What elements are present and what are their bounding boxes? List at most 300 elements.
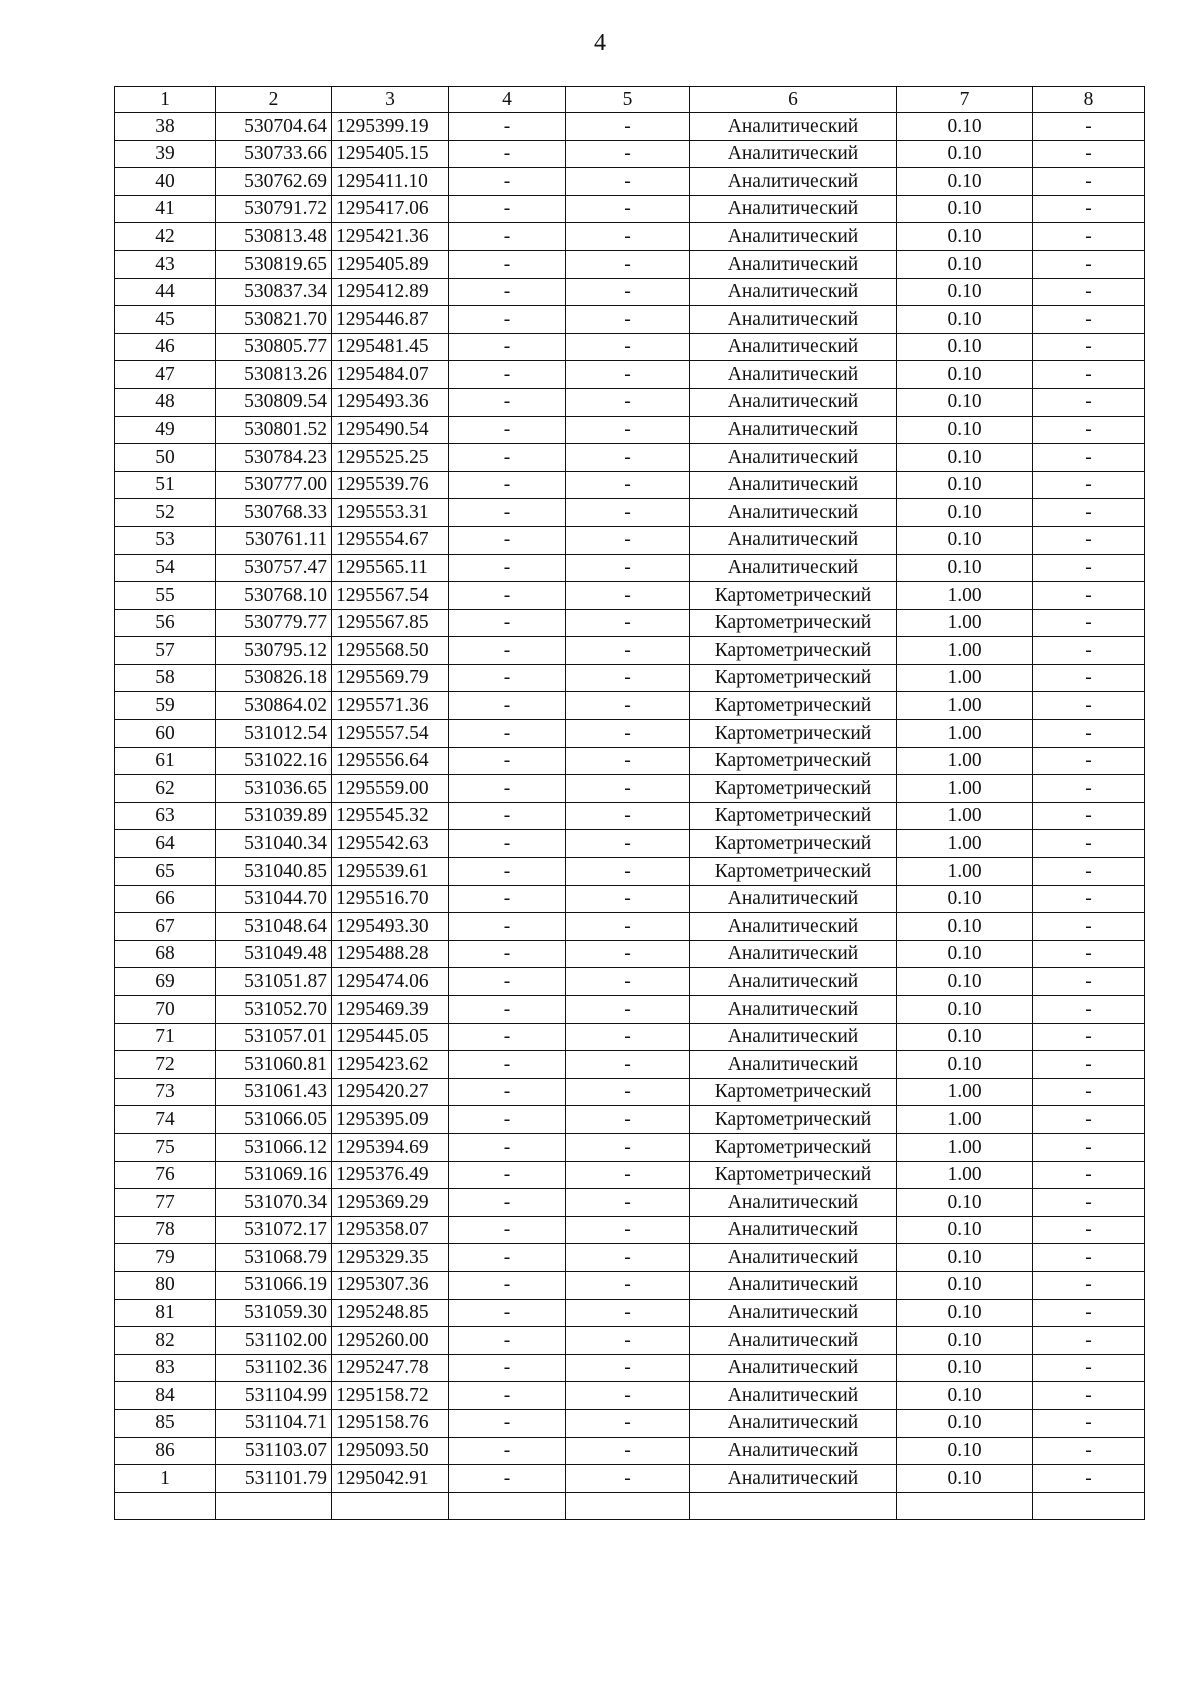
empty-cell xyxy=(115,1492,216,1519)
table-cell-col-7: 0.10 xyxy=(897,1354,1033,1382)
table-cell-col-7: 1.00 xyxy=(897,802,1033,830)
table-row xyxy=(115,195,1145,223)
table-cell-col-8: - xyxy=(1033,1244,1145,1272)
table-cell-col-1: 45 xyxy=(115,306,216,334)
table-cell-col-5: - xyxy=(566,471,690,499)
table-cell-col-1: 80 xyxy=(115,1271,216,1299)
table-cell-col-8: - xyxy=(1033,1106,1145,1134)
table-row xyxy=(115,168,1145,196)
table-cell-col-1: 55 xyxy=(115,582,216,610)
table-cell-col-5: - xyxy=(566,582,690,610)
table-cell-col-3: 1295446.87 xyxy=(332,306,449,334)
table-cell-col-5: - xyxy=(566,1133,690,1161)
table-cell-col-7: 0.10 xyxy=(897,1299,1033,1327)
table-cell-col-5: - xyxy=(566,1244,690,1272)
table-cell-col-7: 0.10 xyxy=(897,1271,1033,1299)
table-cell-col-5: - xyxy=(566,1023,690,1051)
table-cell-col-8: - xyxy=(1033,1023,1145,1051)
table-cell-col-2: 530837.34 xyxy=(216,278,332,306)
table-cell-col-1: 57 xyxy=(115,637,216,665)
table-cell-col-1: 1 xyxy=(115,1465,216,1493)
table-cell-col-7: 0.10 xyxy=(897,278,1033,306)
table-cell-col-2: 531059.30 xyxy=(216,1299,332,1327)
table-row xyxy=(115,1133,1145,1161)
table-cell-col-2: 530791.72 xyxy=(216,195,332,223)
table-cell-col-1: 49 xyxy=(115,416,216,444)
table-cell-col-6: Аналитический xyxy=(690,1437,897,1465)
table-cell-col-6: Аналитический xyxy=(690,968,897,996)
table-cell-col-4: - xyxy=(449,1437,566,1465)
table-row xyxy=(115,1299,1145,1327)
table-cell-col-5: - xyxy=(566,1078,690,1106)
table-cell-col-8: - xyxy=(1033,747,1145,775)
table-cell-col-6: Аналитический xyxy=(690,554,897,582)
table-cell-col-4: - xyxy=(449,168,566,196)
table-cell-col-8: - xyxy=(1033,471,1145,499)
table-row xyxy=(115,1051,1145,1079)
table-cell-col-6: Аналитический xyxy=(690,416,897,444)
table-cell-col-2: 531060.81 xyxy=(216,1051,332,1079)
table-cell-col-6: Аналитический xyxy=(690,195,897,223)
table-cell-col-7: 1.00 xyxy=(897,775,1033,803)
table-cell-col-3: 1295394.69 xyxy=(332,1133,449,1161)
table-cell-col-2: 530864.02 xyxy=(216,692,332,720)
table-cell-col-6: Аналитический xyxy=(690,1327,897,1355)
table-cell-col-2: 530762.69 xyxy=(216,168,332,196)
table-row xyxy=(115,250,1145,278)
table-cell-col-4: - xyxy=(449,333,566,361)
table-cell-col-4: - xyxy=(449,416,566,444)
table-cell-col-3: 1295093.50 xyxy=(332,1437,449,1465)
table-cell-col-1: 69 xyxy=(115,968,216,996)
table-cell-col-6: Картометрический xyxy=(690,1161,897,1189)
table-cell-col-2: 530821.70 xyxy=(216,306,332,334)
table-cell-col-6: Картометрический xyxy=(690,609,897,637)
table-cell-col-3: 1295412.89 xyxy=(332,278,449,306)
table-cell-col-2: 531104.99 xyxy=(216,1382,332,1410)
table-cell-col-6: Аналитический xyxy=(690,1023,897,1051)
table-cell-col-3: 1295248.85 xyxy=(332,1299,449,1327)
table-cell-col-3: 1295553.31 xyxy=(332,499,449,527)
table-cell-col-5: - xyxy=(566,195,690,223)
table-cell-col-4: - xyxy=(449,1465,566,1493)
table-cell-col-3: 1295417.06 xyxy=(332,195,449,223)
table-cell-col-7: 0.10 xyxy=(897,140,1033,168)
table-cell-col-6: Картометрический xyxy=(690,664,897,692)
table-cell-col-8: - xyxy=(1033,913,1145,941)
table-body xyxy=(115,113,1145,1520)
table-cell-col-7: 1.00 xyxy=(897,1161,1033,1189)
table-cell-col-5: - xyxy=(566,1465,690,1493)
table-cell-col-2: 530779.77 xyxy=(216,609,332,637)
column-header-3: 3 xyxy=(332,87,449,113)
table-cell-col-2: 530768.10 xyxy=(216,582,332,610)
table-cell-col-7: 0.10 xyxy=(897,996,1033,1024)
table-cell-col-2: 531052.70 xyxy=(216,996,332,1024)
table-cell-col-1: 82 xyxy=(115,1327,216,1355)
table-cell-col-1: 44 xyxy=(115,278,216,306)
table-cell-col-3: 1295405.15 xyxy=(332,140,449,168)
table-cell-col-3: 1295568.50 xyxy=(332,637,449,665)
table-cell-col-5: - xyxy=(566,1216,690,1244)
coordinates-table xyxy=(114,86,1145,1520)
table-cell-col-3: 1295307.36 xyxy=(332,1271,449,1299)
table-cell-col-5: - xyxy=(566,526,690,554)
table-cell-col-7: 0.10 xyxy=(897,499,1033,527)
table-cell-col-6: Картометрический xyxy=(690,858,897,886)
table-cell-col-5: - xyxy=(566,1189,690,1217)
table-cell-col-5: - xyxy=(566,223,690,251)
table-cell-col-5: - xyxy=(566,830,690,858)
column-header-7: 7 xyxy=(897,87,1033,113)
table-cell-col-3: 1295569.79 xyxy=(332,664,449,692)
empty-cell xyxy=(332,1492,449,1519)
table-cell-col-6: Аналитический xyxy=(690,1051,897,1079)
table-cell-col-4: - xyxy=(449,471,566,499)
table-cell-col-5: - xyxy=(566,747,690,775)
table-cell-col-3: 1295481.45 xyxy=(332,333,449,361)
table-cell-col-8: - xyxy=(1033,1161,1145,1189)
table-cell-col-8: - xyxy=(1033,1327,1145,1355)
table-cell-col-8: - xyxy=(1033,250,1145,278)
table-cell-col-5: - xyxy=(566,361,690,389)
table-cell-col-6: Картометрический xyxy=(690,1133,897,1161)
table-cell-col-2: 531102.00 xyxy=(216,1327,332,1355)
table-cell-col-3: 1295358.07 xyxy=(332,1216,449,1244)
table-cell-col-6: Аналитический xyxy=(690,168,897,196)
table-cell-col-1: 83 xyxy=(115,1354,216,1382)
table-cell-col-4: - xyxy=(449,140,566,168)
table-cell-col-8: - xyxy=(1033,996,1145,1024)
table-cell-col-4: - xyxy=(449,609,566,637)
table-cell-col-7: 1.00 xyxy=(897,637,1033,665)
table-cell-col-1: 39 xyxy=(115,140,216,168)
table-cell-col-1: 85 xyxy=(115,1409,216,1437)
table-cell-col-5: - xyxy=(566,609,690,637)
table-cell-col-6: Аналитический xyxy=(690,1299,897,1327)
table-cell-col-5: - xyxy=(566,554,690,582)
table-row xyxy=(115,333,1145,361)
column-header-5: 5 xyxy=(566,87,690,113)
table-header-row xyxy=(115,87,1145,113)
table-cell-col-8: - xyxy=(1033,1382,1145,1410)
table-cell-col-4: - xyxy=(449,1216,566,1244)
table-cell-col-1: 52 xyxy=(115,499,216,527)
table-cell-col-1: 86 xyxy=(115,1437,216,1465)
table-cell-col-4: - xyxy=(449,195,566,223)
table-cell-col-3: 1295545.32 xyxy=(332,802,449,830)
table-cell-col-7: 0.10 xyxy=(897,306,1033,334)
table-cell-col-4: - xyxy=(449,113,566,141)
table-cell-col-5: - xyxy=(566,996,690,1024)
table-cell-col-4: - xyxy=(449,720,566,748)
table-row xyxy=(115,720,1145,748)
table-cell-col-6: Аналитический xyxy=(690,333,897,361)
table-cell-col-4: - xyxy=(449,664,566,692)
table-cell-col-2: 530784.23 xyxy=(216,444,332,472)
table-cell-col-7: 0.10 xyxy=(897,361,1033,389)
table-cell-col-1: 58 xyxy=(115,664,216,692)
table-row xyxy=(115,1271,1145,1299)
table-cell-col-7: 0.10 xyxy=(897,968,1033,996)
table-cell-col-8: - xyxy=(1033,526,1145,554)
table-row xyxy=(115,1465,1145,1493)
table-cell-col-4: - xyxy=(449,554,566,582)
table-row xyxy=(115,554,1145,582)
table-cell-col-1: 43 xyxy=(115,250,216,278)
table-cell-col-1: 59 xyxy=(115,692,216,720)
table-cell-col-6: Аналитический xyxy=(690,940,897,968)
table-cell-col-2: 530813.26 xyxy=(216,361,332,389)
table-cell-col-4: - xyxy=(449,1327,566,1355)
table-cell-col-3: 1295158.72 xyxy=(332,1382,449,1410)
table-cell-col-5: - xyxy=(566,1271,690,1299)
table-cell-col-6: Аналитический xyxy=(690,361,897,389)
table-cell-col-5: - xyxy=(566,1437,690,1465)
table-cell-col-2: 531051.87 xyxy=(216,968,332,996)
table-cell-col-1: 76 xyxy=(115,1161,216,1189)
table-row xyxy=(115,416,1145,444)
table-cell-col-1: 75 xyxy=(115,1133,216,1161)
table-cell-col-6: Картометрический xyxy=(690,692,897,720)
table-cell-col-8: - xyxy=(1033,1354,1145,1382)
table-cell-col-5: - xyxy=(566,388,690,416)
table-cell-col-5: - xyxy=(566,113,690,141)
table-cell-col-8: - xyxy=(1033,1465,1145,1493)
table-cell-col-3: 1295567.85 xyxy=(332,609,449,637)
table-cell-col-8: - xyxy=(1033,278,1145,306)
table-cell-col-3: 1295376.49 xyxy=(332,1161,449,1189)
table-cell-col-2: 531066.05 xyxy=(216,1106,332,1134)
table-cell-col-7: 0.10 xyxy=(897,1437,1033,1465)
table-row xyxy=(115,471,1145,499)
table-cell-col-8: - xyxy=(1033,333,1145,361)
table-cell-col-6: Аналитический xyxy=(690,1189,897,1217)
table-cell-col-4: - xyxy=(449,996,566,1024)
table-cell-col-5: - xyxy=(566,720,690,748)
table-row xyxy=(115,1382,1145,1410)
table-cell-col-6: Аналитический xyxy=(690,140,897,168)
table-cell-col-5: - xyxy=(566,802,690,830)
table-cell-col-2: 531022.16 xyxy=(216,747,332,775)
table-cell-col-8: - xyxy=(1033,720,1145,748)
table-cell-col-1: 72 xyxy=(115,1051,216,1079)
table-cell-col-1: 54 xyxy=(115,554,216,582)
table-cell-col-7: 1.00 xyxy=(897,830,1033,858)
table-cell-col-4: - xyxy=(449,1023,566,1051)
table-cell-col-8: - xyxy=(1033,306,1145,334)
table-cell-col-8: - xyxy=(1033,1133,1145,1161)
table-cell-col-7: 0.10 xyxy=(897,885,1033,913)
table-cell-col-3: 1295542.63 xyxy=(332,830,449,858)
table-cell-col-5: - xyxy=(566,1051,690,1079)
table-cell-col-4: - xyxy=(449,885,566,913)
table-row xyxy=(115,1327,1145,1355)
table-cell-col-1: 74 xyxy=(115,1106,216,1134)
table-cell-col-3: 1295158.76 xyxy=(332,1409,449,1437)
table-cell-col-1: 51 xyxy=(115,471,216,499)
table-cell-col-3: 1295329.35 xyxy=(332,1244,449,1272)
table-cell-col-8: - xyxy=(1033,416,1145,444)
table-cell-col-2: 530795.12 xyxy=(216,637,332,665)
table-row xyxy=(115,1409,1145,1437)
table-cell-col-7: 0.10 xyxy=(897,388,1033,416)
table-cell-col-7: 1.00 xyxy=(897,1078,1033,1106)
table-cell-col-6: Аналитический xyxy=(690,499,897,527)
table-cell-col-2: 531102.36 xyxy=(216,1354,332,1382)
table-cell-col-7: 0.10 xyxy=(897,168,1033,196)
table-cell-col-8: - xyxy=(1033,1078,1145,1106)
table-cell-col-6: Аналитический xyxy=(690,1244,897,1272)
table-cell-col-4: - xyxy=(449,361,566,389)
table-cell-col-5: - xyxy=(566,444,690,472)
table-row xyxy=(115,1161,1145,1189)
table-cell-col-1: 67 xyxy=(115,913,216,941)
table-cell-col-6: Аналитический xyxy=(690,1382,897,1410)
table-cell-col-1: 68 xyxy=(115,940,216,968)
table-cell-col-5: - xyxy=(566,664,690,692)
table-cell-col-6: Аналитический xyxy=(690,388,897,416)
table-cell-col-1: 48 xyxy=(115,388,216,416)
empty-cell xyxy=(216,1492,332,1519)
table-cell-col-3: 1295474.06 xyxy=(332,968,449,996)
table-cell-col-8: - xyxy=(1033,1216,1145,1244)
table-cell-col-3: 1295488.28 xyxy=(332,940,449,968)
table-cell-col-7: 0.10 xyxy=(897,1216,1033,1244)
table-row xyxy=(115,361,1145,389)
table-cell-col-8: - xyxy=(1033,361,1145,389)
table-cell-col-2: 530826.18 xyxy=(216,664,332,692)
table-cell-col-6: Аналитический xyxy=(690,306,897,334)
table-row xyxy=(115,444,1145,472)
table-cell-col-8: - xyxy=(1033,1189,1145,1217)
table-cell-col-4: - xyxy=(449,1161,566,1189)
table-cell-col-2: 531044.70 xyxy=(216,885,332,913)
table-cell-col-5: - xyxy=(566,140,690,168)
table-cell-col-3: 1295554.67 xyxy=(332,526,449,554)
table-cell-col-4: - xyxy=(449,830,566,858)
table-row xyxy=(115,968,1145,996)
table-cell-col-1: 70 xyxy=(115,996,216,1024)
table-cell-col-1: 81 xyxy=(115,1299,216,1327)
table-cell-col-6: Аналитический xyxy=(690,250,897,278)
table-cell-col-7: 0.10 xyxy=(897,1244,1033,1272)
table-cell-col-1: 56 xyxy=(115,609,216,637)
table-cell-col-2: 530777.00 xyxy=(216,471,332,499)
table-row xyxy=(115,637,1145,665)
table-cell-col-5: - xyxy=(566,333,690,361)
table-cell-col-1: 79 xyxy=(115,1244,216,1272)
table-cell-col-3: 1295567.54 xyxy=(332,582,449,610)
table-cell-col-3: 1295490.54 xyxy=(332,416,449,444)
table-cell-col-1: 66 xyxy=(115,885,216,913)
table-cell-col-4: - xyxy=(449,223,566,251)
table-cell-col-2: 531049.48 xyxy=(216,940,332,968)
table-cell-col-7: 0.10 xyxy=(897,1327,1033,1355)
table-cell-col-4: - xyxy=(449,775,566,803)
table-cell-col-8: - xyxy=(1033,1299,1145,1327)
table-cell-col-3: 1295405.89 xyxy=(332,250,449,278)
table-cell-col-3: 1295539.76 xyxy=(332,471,449,499)
table-cell-col-6: Картометрический xyxy=(690,637,897,665)
table-cell-col-4: - xyxy=(449,526,566,554)
table-cell-col-3: 1295559.00 xyxy=(332,775,449,803)
table-cell-col-5: - xyxy=(566,1106,690,1134)
table-cell-col-5: - xyxy=(566,1354,690,1382)
empty-cell xyxy=(1033,1492,1145,1519)
table-cell-col-6: Аналитический xyxy=(690,471,897,499)
table-cell-col-8: - xyxy=(1033,1271,1145,1299)
empty-cell xyxy=(566,1492,690,1519)
table-cell-col-4: - xyxy=(449,1133,566,1161)
table-cell-col-8: - xyxy=(1033,609,1145,637)
table-cell-col-3: 1295556.64 xyxy=(332,747,449,775)
table-cell-col-1: 78 xyxy=(115,1216,216,1244)
table-row xyxy=(115,223,1145,251)
table-cell-col-2: 531036.65 xyxy=(216,775,332,803)
table-cell-col-2: 530704.64 xyxy=(216,113,332,141)
table-cell-col-8: - xyxy=(1033,968,1145,996)
table-cell-col-4: - xyxy=(449,747,566,775)
table-cell-col-8: - xyxy=(1033,692,1145,720)
table-cell-col-3: 1295557.54 xyxy=(332,720,449,748)
table-cell-col-8: - xyxy=(1033,664,1145,692)
table-cell-col-1: 77 xyxy=(115,1189,216,1217)
table-cell-col-7: 0.10 xyxy=(897,1465,1033,1493)
table-cell-col-7: 0.10 xyxy=(897,113,1033,141)
table-cell-col-1: 60 xyxy=(115,720,216,748)
table-cell-col-6: Аналитический xyxy=(690,1465,897,1493)
table-cell-col-3: 1295445.05 xyxy=(332,1023,449,1051)
table-cell-col-4: - xyxy=(449,1106,566,1134)
table-cell-col-8: - xyxy=(1033,140,1145,168)
table-cell-col-8: - xyxy=(1033,1437,1145,1465)
empty-cell xyxy=(897,1492,1033,1519)
table-row xyxy=(115,306,1145,334)
table-cell-col-4: - xyxy=(449,1189,566,1217)
table-cell-col-1: 71 xyxy=(115,1023,216,1051)
table-cell-col-4: - xyxy=(449,858,566,886)
table-cell-col-1: 62 xyxy=(115,775,216,803)
table-row xyxy=(115,885,1145,913)
table-cell-col-3: 1295571.36 xyxy=(332,692,449,720)
table-cell-col-1: 41 xyxy=(115,195,216,223)
table-cell-col-6: Аналитический xyxy=(690,885,897,913)
table-cell-col-5: - xyxy=(566,416,690,444)
table-cell-col-4: - xyxy=(449,968,566,996)
table-cell-col-2: 530805.77 xyxy=(216,333,332,361)
table-cell-col-3: 1295395.09 xyxy=(332,1106,449,1134)
table-cell-col-8: - xyxy=(1033,444,1145,472)
table-cell-col-1: 63 xyxy=(115,802,216,830)
table-cell-col-4: - xyxy=(449,1354,566,1382)
table-cell-col-7: 0.10 xyxy=(897,940,1033,968)
table-cell-col-2: 530801.52 xyxy=(216,416,332,444)
table-cell-col-2: 531066.19 xyxy=(216,1271,332,1299)
table-cell-col-4: - xyxy=(449,1409,566,1437)
table-cell-col-5: - xyxy=(566,1409,690,1437)
table-cell-col-3: 1295042.91 xyxy=(332,1465,449,1493)
table-cell-col-5: - xyxy=(566,885,690,913)
table-row xyxy=(115,1078,1145,1106)
table-row xyxy=(115,526,1145,554)
table-cell-col-1: 65 xyxy=(115,858,216,886)
table-cell-col-6: Аналитический xyxy=(690,223,897,251)
table-cell-col-7: 1.00 xyxy=(897,1133,1033,1161)
table-cell-col-4: - xyxy=(449,1271,566,1299)
table-cell-col-7: 0.10 xyxy=(897,526,1033,554)
table-cell-col-6: Картометрический xyxy=(690,775,897,803)
